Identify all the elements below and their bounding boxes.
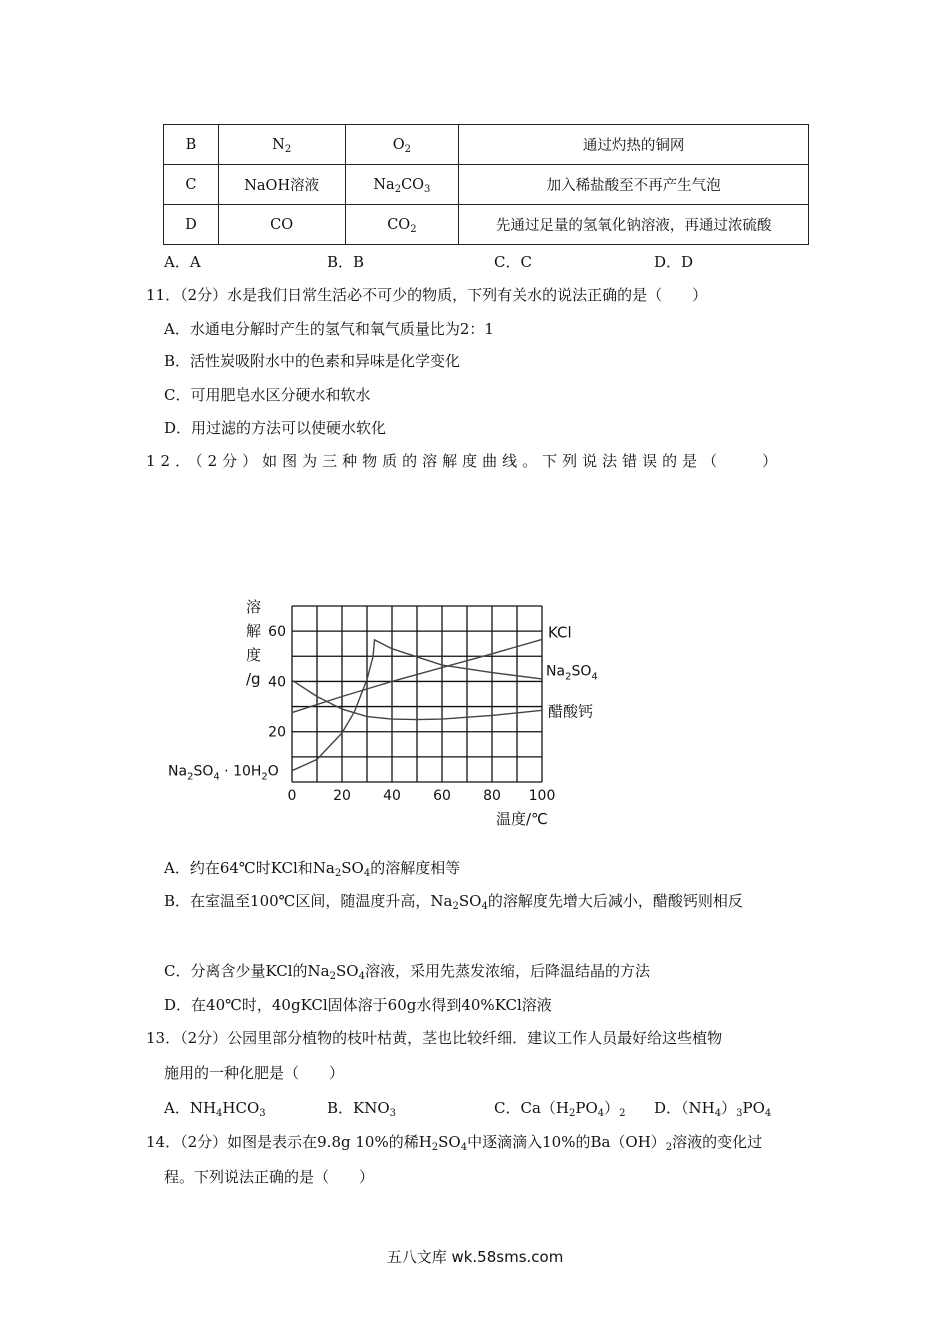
series-label-calcium-acetate: 醋酸钙: [548, 702, 594, 721]
q10-choice-c: C．C: [494, 253, 532, 271]
q14-stem-cont: 程。下列说法正确的是（ ）: [164, 1168, 375, 1186]
q14-stem: 14．（2分）如图是表示在9.8g 10%的稀$H_2SO_4$中逐滴滴入10%的$Ba(OH)_2$溶液的变化过: [146, 1133, 763, 1153]
table-cell: $Na_2CO_3$: [345, 165, 459, 205]
q12-choice-d: D．在40℃时，40gKCl固体溶于60g水得到40%KCl溶液: [164, 996, 552, 1014]
q11-choice-a: A．水通电分解时产生的氢气和氧气质量比为2：1: [164, 320, 494, 338]
q10-choice-d: D．D: [654, 253, 694, 271]
y-tick-label: 60: [268, 624, 286, 641]
table-row: [164, 165, 809, 205]
x-tick-label: 0: [287, 788, 297, 804]
q13-choice-d: D．$(NH_4)_3PO_4$: [654, 1099, 772, 1119]
table-cell: CO: [218, 205, 345, 245]
x-tick-label: 100: [528, 788, 556, 804]
table-cell: $N_2$: [218, 125, 345, 165]
y-axis-label: 溶: [246, 598, 262, 616]
table-cell: $O_2$: [345, 125, 459, 165]
annotation-decahydrate: $Na_2SO_4 \cdot 10H_2O$: [168, 763, 279, 783]
table-cell: 先通过足量的氢氧化钠溶液，再通过浓硫酸: [459, 205, 809, 245]
series-label-kcl: KCl: [548, 623, 572, 642]
solubility-chart: [160, 592, 610, 832]
options-table: [163, 124, 809, 245]
q13-stem-cont: 施用的一种化肥是（ ）: [164, 1064, 345, 1082]
q11-choice-b: B．活性炭吸附水中的色素和异味是化学变化: [164, 352, 461, 370]
x-tick-label: 60: [433, 788, 451, 804]
q10-choice-a: A．A: [164, 253, 201, 271]
y-axis-label: 解: [246, 622, 262, 640]
table-cell: D: [164, 205, 219, 245]
table-cell: 通过灼热的铜网: [459, 125, 809, 165]
table-row: [164, 205, 809, 245]
x-axis-label: 温度/℃: [496, 810, 548, 828]
q13-choice-c: C．$Ca(H_2PO_4)_2$: [494, 1099, 626, 1119]
table-cell: B: [164, 125, 219, 165]
table-row: [164, 125, 809, 165]
table-cell: $CO_2$: [345, 205, 459, 245]
table-cell: 加入稀盐酸至不再产生气泡: [459, 165, 809, 205]
q13-choice-b: B．$KNO_3$: [327, 1099, 397, 1119]
y-axis-label: 度: [246, 646, 262, 664]
y-axis-label: /g: [246, 670, 261, 688]
q11-stem: 11．（2分）水是我们日常生活必不可少的物质，下列有关水的说法正确的是（ ）: [146, 286, 708, 304]
table-cell: C: [164, 165, 219, 205]
q12-choice-b: B．在室温至100℃区间，随温度升高，$Na_2SO_4$的溶解度先增大后减小，醋酸钙则相反: [164, 892, 743, 912]
q13-stem: 13．（2分）公园里部分植物的枝叶枯黄，茎也比较纤细．建议工作人员最好给这些植物: [146, 1029, 723, 1047]
q12-choice-c: C．分离含少量KCl的$Na_2SO_4$溶液，采用先蒸发浓缩，后降温结晶的方法: [164, 962, 650, 982]
y-tick-label: 40: [268, 674, 286, 691]
q13-choice-a: A．$NH_4HCO_3$: [164, 1099, 266, 1119]
q10-choice-b: B．B: [327, 253, 365, 271]
series-label-na2so4: $Na_2SO_4$: [546, 663, 598, 683]
x-tick-label: 80: [483, 788, 501, 804]
q11-choice-c: C．可用肥皂水区分硬水和软水: [164, 386, 371, 404]
table-cell: NaOH溶液: [218, 165, 345, 205]
q12-choice-a: A．约在64℃时KCl和$Na_2SO_4$的溶解度相等: [164, 859, 461, 879]
x-tick-label: 20: [333, 788, 351, 804]
q11-choice-d: D．用过滤的方法可以使硬水软化: [164, 419, 387, 437]
x-tick-label: 40: [383, 788, 401, 804]
footer-watermark: 五八文库 wk.58sms.com: [386, 1248, 564, 1266]
y-tick-label: 20: [268, 724, 286, 741]
q12-stem: 12．（2分）如图为三种物质的溶解度曲线。下列说法错误的是（ ）: [146, 452, 783, 470]
